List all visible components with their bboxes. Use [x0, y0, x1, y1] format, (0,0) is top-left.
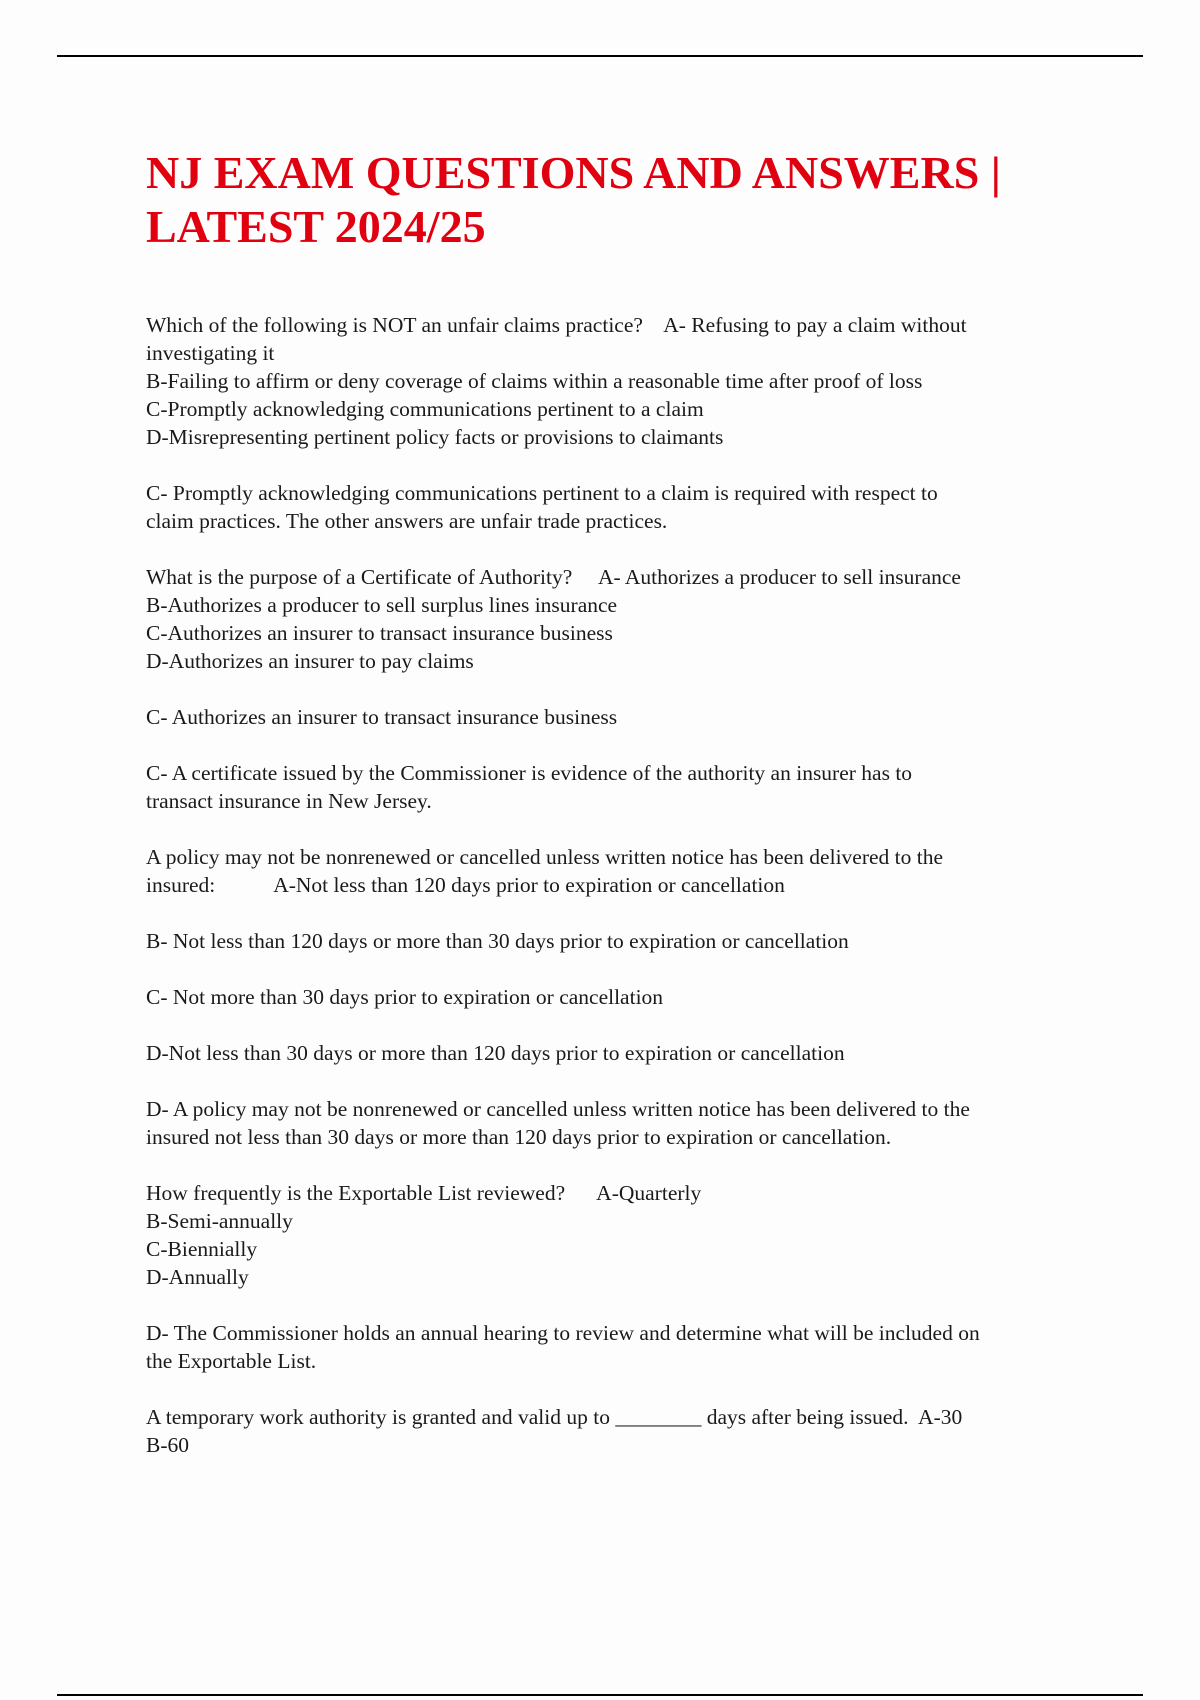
text-line: insured: A-Not less than 120 days prior to expiration or cancellation: [146, 873, 785, 897]
text-line: C- Authorizes an insurer to transact insurance business: [146, 705, 618, 729]
text-line: C- Not more than 30 days prior to expiration or cancellation: [146, 985, 664, 1009]
text-line: C- Promptly acknowledging communications pertinent to a claim is required with respect to: [146, 481, 938, 505]
bottom-rule: [57, 1694, 1143, 1696]
text-line: Which of the following is NOT an unfair claims practice? A- Refusing to pay a claim without: [146, 313, 967, 337]
text-line: claim practices. The other answers are unfair trade practices.: [146, 509, 668, 533]
question-nonrenewal-notice: [146, 843, 1086, 899]
document-title: [146, 146, 1086, 254]
option-d-nonrenewal: [146, 1039, 1086, 1067]
title-line-2: LATEST 2024/25: [146, 201, 486, 252]
text-line: C-Authorizes an insurer to transact insurance business: [146, 621, 613, 645]
text-line: D-Misrepresenting pertinent policy facts or provisions to claimants: [146, 425, 724, 449]
text-line: A temporary work authority is granted and valid up to ________ days after being issued. A-30: [146, 1405, 963, 1429]
question-certificate-authority: [146, 563, 1086, 675]
question-exportable-list: [146, 1179, 1086, 1291]
answer-nonrenewal-notice: [146, 1095, 1086, 1151]
document-body: [146, 146, 1086, 1487]
text-line: D-Not less than 30 days or more than 120 days prior to expiration or cancellation: [146, 1041, 845, 1065]
text-line: How frequently is the Exportable List reviewed? A-Quarterly: [146, 1181, 702, 1205]
question-temporary-work-authority: [146, 1403, 1086, 1459]
text-line: transact insurance in New Jersey.: [146, 789, 432, 813]
text-line: D-Annually: [146, 1265, 249, 1289]
text-line: What is the purpose of a Certificate of Authority? A- Authorizes a producer to sell insurance: [146, 565, 961, 589]
option-c-nonrenewal: [146, 983, 1086, 1011]
text-line: D- The Commissioner holds an annual hearing to review and determine what will be included on: [146, 1321, 980, 1345]
text-line: B-Failing to affirm or deny coverage of claims within a reasonable time after proof of loss: [146, 369, 923, 393]
text-line: B-Authorizes a producer to sell surplus lines insurance: [146, 593, 618, 617]
text-line: B-Semi-annually: [146, 1209, 293, 1233]
question-unfair-claims: [146, 311, 1086, 451]
text-line: C-Biennially: [146, 1237, 258, 1261]
answer-certificate-authority: [146, 703, 1086, 731]
text-line: B- Not less than 120 days or more than 30 days prior to expiration or cancellation: [146, 929, 849, 953]
text-line: C-Promptly acknowledging communications pertinent to a claim: [146, 397, 704, 421]
answer-exportable-list: [146, 1319, 1086, 1375]
top-rule: [57, 55, 1143, 57]
answer-unfair-claims: [146, 479, 1086, 535]
text-line: the Exportable List.: [146, 1349, 317, 1373]
text-line: B-60: [146, 1433, 189, 1457]
explanation-certificate-authority: [146, 759, 1086, 815]
text-line: D-Authorizes an insurer to pay claims: [146, 649, 474, 673]
text-line: insured not less than 30 days or more than 120 days prior to expiration or cancellation.: [146, 1125, 892, 1149]
text-line: A policy may not be nonrenewed or cancelled unless written notice has been delivered to the: [146, 845, 944, 869]
text-line: C- A certificate issued by the Commissioner is evidence of the authority an insurer has to: [146, 761, 913, 785]
title-line-1: NJ EXAM QUESTIONS AND ANSWERS |: [146, 147, 1001, 198]
option-b-nonrenewal: [146, 927, 1086, 955]
text-line: investigating it: [146, 341, 275, 365]
text-line: D- A policy may not be nonrenewed or cancelled unless written notice has been delivered to the: [146, 1097, 970, 1121]
